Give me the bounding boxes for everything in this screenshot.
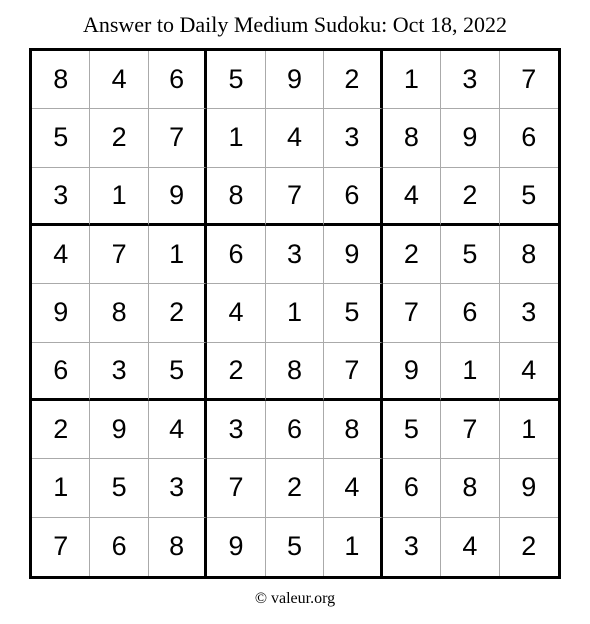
sudoku-cell: 8: [383, 109, 441, 167]
sudoku-cell: 5: [149, 343, 207, 401]
sudoku-cell: 9: [441, 109, 499, 167]
sudoku-cell: 5: [324, 284, 382, 342]
sudoku-cell: 8: [500, 226, 558, 284]
sudoku-cell: 3: [32, 168, 90, 226]
sudoku-cell: 4: [441, 518, 499, 576]
sudoku-cell: 6: [441, 284, 499, 342]
sudoku-cell: 5: [266, 518, 324, 576]
sudoku-cell: 7: [383, 284, 441, 342]
sudoku-cell: 2: [521, 531, 537, 562]
sudoku-cell: 2: [383, 226, 441, 284]
sudoku-cell: 7: [500, 51, 558, 109]
sudoku-cell: 7: [441, 401, 499, 459]
sudoku-cell: 6: [207, 226, 265, 284]
sudoku-cell: 7: [149, 109, 207, 167]
sudoku-cell: 1: [266, 284, 324, 342]
sudoku-cell: 2: [149, 284, 207, 342]
sudoku-cell: 6: [149, 51, 207, 109]
sudoku-cell: 4: [266, 109, 324, 167]
sudoku-cell: 1: [32, 459, 90, 517]
sudoku-cell: 7: [207, 459, 265, 517]
puzzle-title: Answer to Daily Medium Sudoku: Oct 18, 2022: [82, 12, 508, 37]
sudoku-cell: 7: [32, 518, 90, 576]
sudoku-cell: 2: [266, 459, 324, 517]
sudoku-cell: 6: [90, 518, 148, 576]
sudoku-cell: 4: [149, 401, 207, 459]
sudoku-cell: 9: [324, 226, 382, 284]
sudoku-cell: 3: [441, 51, 499, 109]
sudoku-cell: 2: [324, 51, 382, 109]
sudoku-cell: 1: [441, 343, 499, 401]
sudoku-cell: 6: [383, 459, 441, 517]
copyright-footer: © valeur.org: [254, 590, 336, 607]
sudoku-cell: 8: [441, 459, 499, 517]
sudoku-cell: 7: [266, 168, 324, 226]
sudoku-cell: 5: [383, 401, 441, 459]
sudoku-cell: 9: [266, 51, 324, 109]
sudoku-cell: 6: [500, 109, 558, 167]
sudoku-cell: 2: [32, 401, 90, 459]
sudoku-cell: 9: [32, 284, 90, 342]
sudoku-cell: 9: [207, 518, 265, 576]
sudoku-cell: 4: [383, 168, 441, 226]
sudoku-cell: 1: [207, 109, 265, 167]
sudoku-cell: 5: [207, 51, 265, 109]
sudoku-cell: 3: [207, 401, 265, 459]
sudoku-cell: 1: [500, 401, 558, 459]
sudoku-cell: 6: [266, 401, 324, 459]
sudoku-cell: 8: [149, 518, 207, 576]
sudoku-cell: 6: [324, 168, 382, 226]
sudoku-cell: 9: [500, 459, 558, 517]
sudoku-cell: 3: [90, 343, 148, 401]
sudoku-cell: 8: [207, 168, 265, 226]
sudoku-cell: 8: [32, 51, 90, 109]
sudoku-cell: 9: [383, 343, 441, 401]
sudoku-cell: 1: [90, 168, 148, 226]
sudoku-cell: 6: [32, 343, 90, 401]
sudoku-cell: 4: [500, 343, 558, 401]
sudoku-cell: 5: [90, 459, 148, 517]
sudoku-cell: 4: [90, 51, 148, 109]
sudoku-cell: 8: [266, 343, 324, 401]
sudoku-cell: 1: [383, 51, 441, 109]
sudoku-cell: 3: [324, 109, 382, 167]
sudoku-cell: 3: [500, 284, 558, 342]
sudoku-cell: 5: [32, 109, 90, 167]
sudoku-cell: 8: [90, 284, 148, 342]
sudoku-cell: 1: [149, 226, 207, 284]
sudoku-cell: 5: [441, 226, 499, 284]
sudoku-cell: 1: [324, 518, 382, 576]
sudoku-cell: 2: [207, 343, 265, 401]
sudoku-cell: 4: [32, 226, 90, 284]
sudoku-cell: 7: [90, 226, 148, 284]
sudoku-cell: 4: [324, 459, 382, 517]
sudoku-cell: 3: [149, 459, 207, 517]
sudoku-cell: 8: [324, 401, 382, 459]
sudoku-cell: 2: [441, 168, 499, 226]
sudoku-cell: 7: [324, 343, 382, 401]
sudoku-cell: 9: [90, 401, 148, 459]
sudoku-cell: 9: [149, 168, 207, 226]
sudoku-cell: 2: [90, 109, 148, 167]
sudoku-cell: 3: [266, 226, 324, 284]
sudoku-cell: 4: [207, 284, 265, 342]
sudoku-board: [29, 48, 561, 579]
sudoku-cell: 3: [383, 518, 441, 576]
sudoku-cell: 5: [500, 168, 558, 226]
